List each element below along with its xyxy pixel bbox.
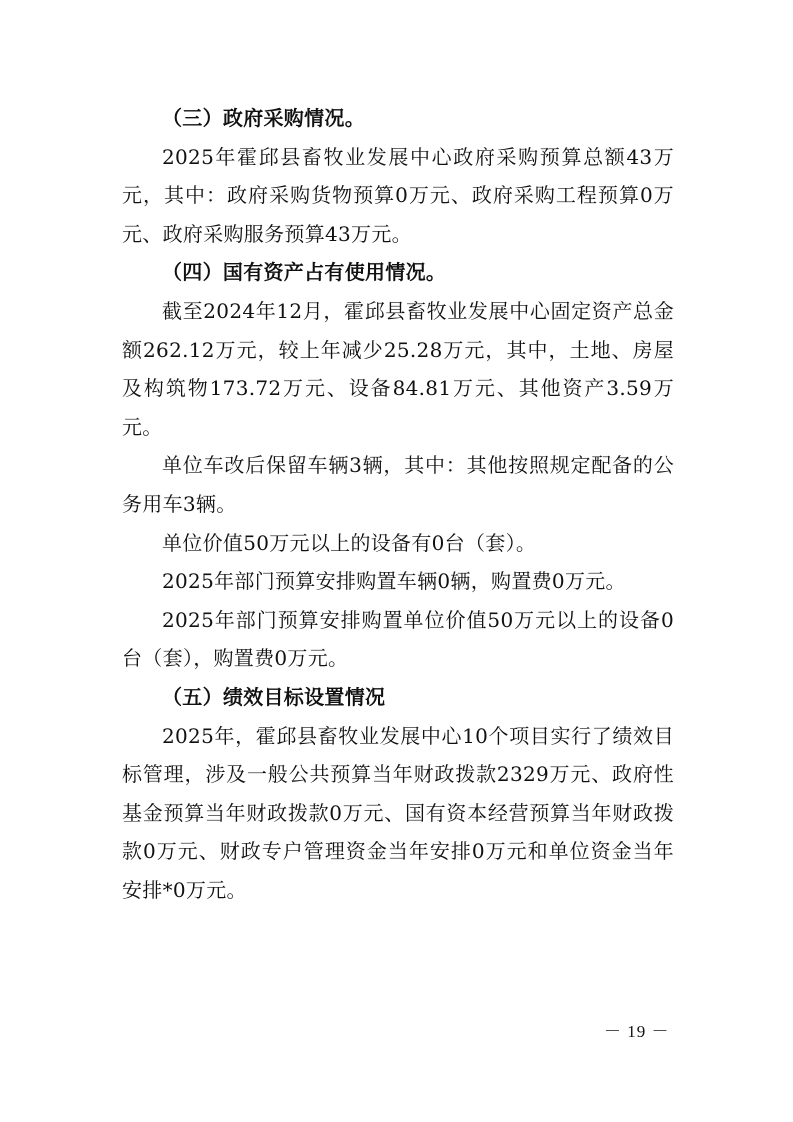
paragraph-equipment-purchase: 2025年部门预算安排购置单位价值50万元以上的设备0台（套），购置费0万元。 [122,607,674,671]
section-heading-state-assets: （四）国有资产占有使用情况。 [162,260,447,285]
section-heading-performance-targets: （五）绩效目标设置情况 [162,684,386,709]
page-number: － 19 － [604,1022,670,1041]
paragraph-performance-targets: 2025年，霍邱县畜牧业发展中心10个项目实行了绩效目标管理，涉及一般公共预算当年财政拨款2329万元、政府性基金预算当年财政拨款0万元、国有资本经营预算当年财政拨款0万元、财政专户管理资金当年安排0万元和单位资金当年安排*0万元。 [122,723,674,902]
paragraph-equipment-count: 单位价值50万元以上的设备有0台（套）。 [162,530,537,555]
document-body [122,99,674,909]
paragraph-procurement-budget: 2025年霍邱县畜牧业发展中心政府采购预算总额43万元，其中：政府采购货物预算0万元、政府采购工程预算0万元、政府采购服务预算43万元。 [122,144,674,246]
paragraph-fixed-assets: 截至2024年12月，霍邱县畜牧业发展中心固定资产总金额262.12万元，较上年减少25.28万元，其中，土地、房屋及构筑物173.72万元、设备84.81万元、其他资产3.59万元。 [122,298,674,439]
paragraph-vehicles: 单位车改后保留车辆3辆，其中：其他按照规定配备的公务用车3辆。 [122,453,674,516]
section-heading-government-procurement: （三）政府采购情况。 [162,106,365,130]
paragraph-vehicle-purchase: 2025年部门预算安排购置车辆0辆，购置费0万元。 [162,569,626,594]
